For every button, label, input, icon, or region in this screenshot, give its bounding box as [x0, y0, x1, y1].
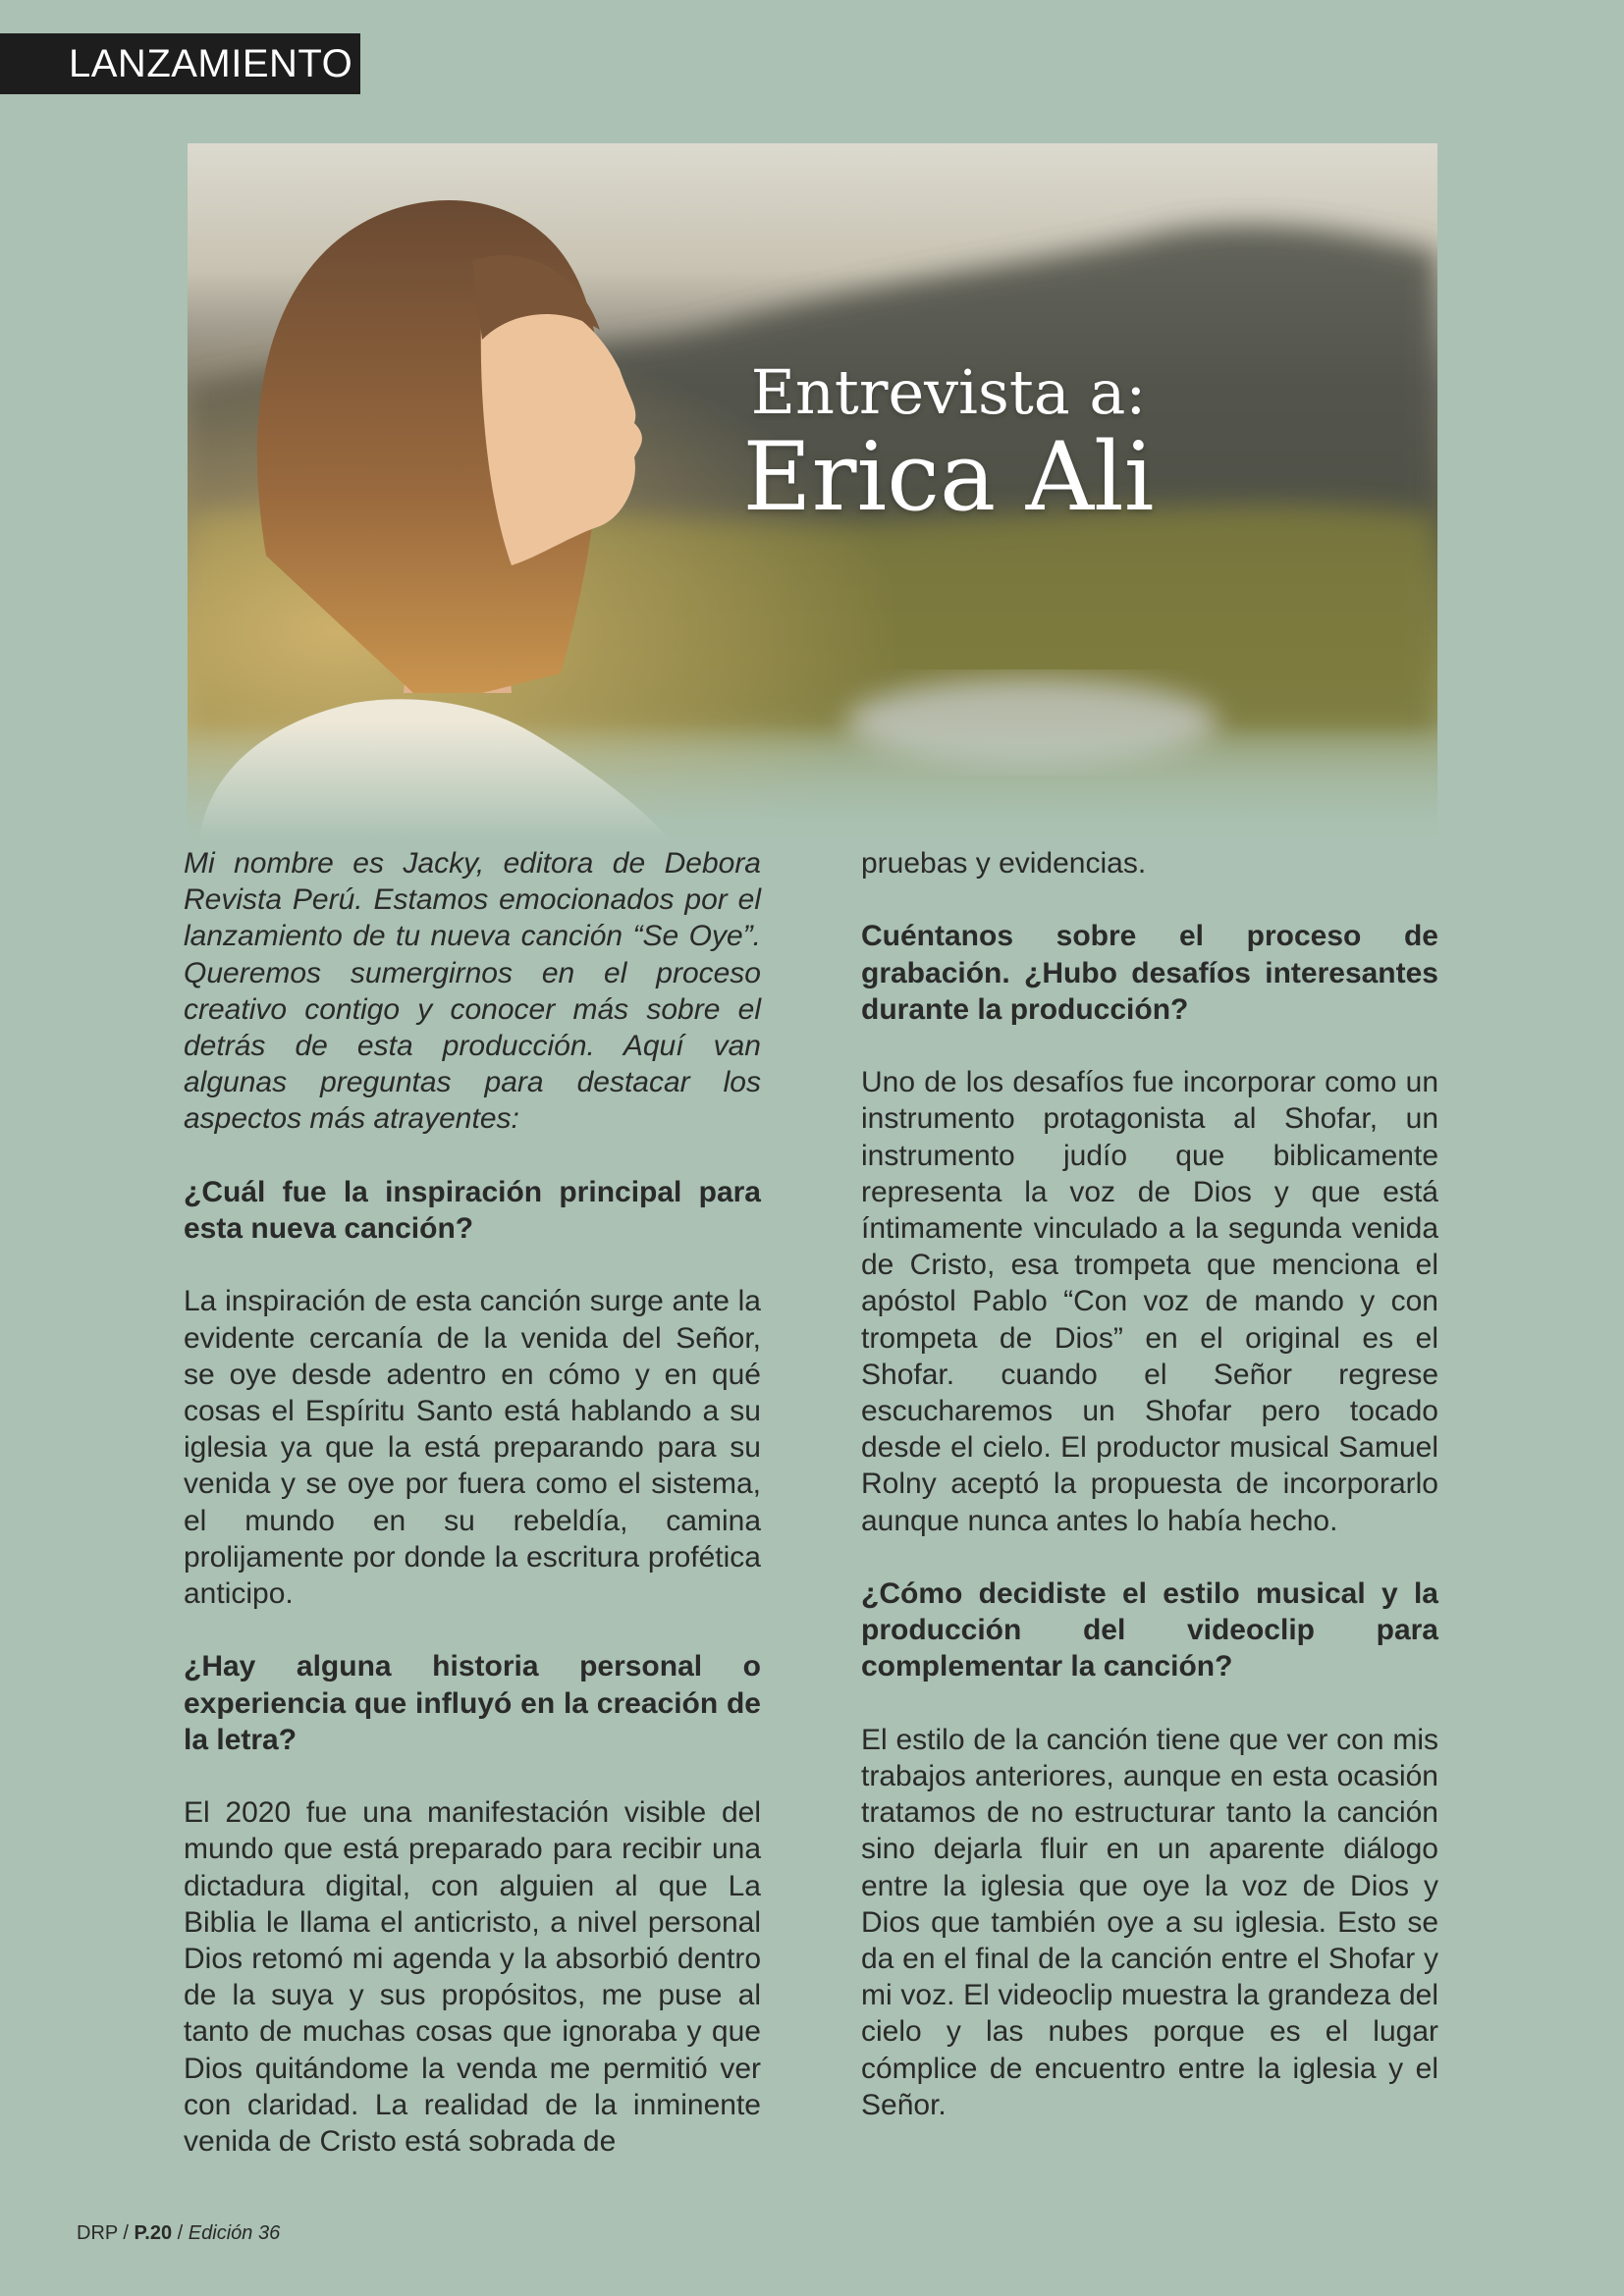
hero-title-line1: Entrevista a: [750, 356, 1147, 428]
footer-separator: / [172, 2222, 189, 2244]
answer-2-continued: pruebas y evidencias. [861, 847, 1147, 880]
hero-photo [188, 143, 1437, 840]
footer-page-number: P.20 [134, 2222, 173, 2244]
footer-magazine: DRP [77, 2222, 118, 2244]
question-4: ¿Cómo decidiste el estilo musical y la producción del videoclip para complementar la canción? [861, 1577, 1438, 1683]
answer-2: El 2020 fue una manifestación visible del mundo que está preparado para recibir una dictadura digital, con alguien al que La Biblia le llama el anticristo, a nivel personal Dios retomó mi agenda y la absorbió dentro de la suya y sus propósitos, me puse al tanto de muchas cosas que ignoraba y que Dios quitándome la venda me permitió ver con claridad. La realidad de la inminente venida de Cristo está sobrada de [184, 1796, 761, 2159]
answer-1: La inspiración de esta canción surge ante la evidente cercanía de la venida del Señor, se oye desde adentro en cómo y en qué cosas el Espíritu Santo está hablando a su iglesia ya que la está preparando para su venida y se oye por fuera como el sistema, el mundo en su rebeldía, camina prolijamente por donde la escritura profética anticipo. [184, 1285, 761, 1611]
article-column-left [184, 845, 761, 2160]
question-3: Cuéntanos sobre el proceso de grabación. ¿Hubo desafíos interesantes durante la producción? [861, 920, 1438, 1026]
hero-title-line2: Erica Ali [742, 422, 1155, 533]
section-label: LANZAMIENTO [0, 33, 360, 94]
page-footer [77, 2222, 280, 2245]
intro-paragraph: Mi nombre es Jacky, editora de Debora Revista Perú. Estamos emocionados por el lanzamiento de tu nueva canción “Se Oye”. Queremos sumergirnos en el proceso creativo contigo y conocer más sobre el detrás de esta producción. Aquí van algunas preguntas para destacar los aspectos más atrayentes: [184, 847, 761, 1136]
answer-3: Uno de los desafíos fue incorporar como un instrumento protagonista al Shofar, un instrumento judío que biblicamente representa la voz de Dios y que está íntimamente vinculado a la segunda venida de Cristo, esa trompeta que menciona el apóstol Pablo “Con voz de mando y con trompeta de Dios” en el original es el Shofar. cuando el Señor regrese escucharemos un Shofar pero tocado desde el cielo. El productor musical Samuel Rolny aceptó la propuesta de incorporarlo aunque nunca antes lo había hecho. [861, 1066, 1438, 1537]
question-1: ¿Cuál fue la inspiración principal para esta nueva canción? [184, 1175, 761, 1246]
article-column-right [861, 845, 1438, 2123]
question-2: ¿Hay alguna historia personal o experiencia que influyó en la creación de la letra? [184, 1650, 761, 1756]
answer-4: El estilo de la canción tiene que ver con mis trabajos anteriores, aunque en esta ocasión tratamos de no estructurar tanto la canción sino dejarla fluir en un aparente diálogo entre la iglesia que oye la voz de Dios y Dios que también oye a su iglesia. Esto se da en el final de la canción entre el Shofar y mi voz. El videoclip muestra la grandeza del cielo y las nubes porque es el lugar cómplice de encuentro entre la iglesia y el Señor. [861, 1723, 1438, 2121]
footer-edition: Edición 36 [188, 2222, 281, 2244]
hero-title [728, 356, 1169, 533]
footer-separator: / [117, 2222, 135, 2244]
